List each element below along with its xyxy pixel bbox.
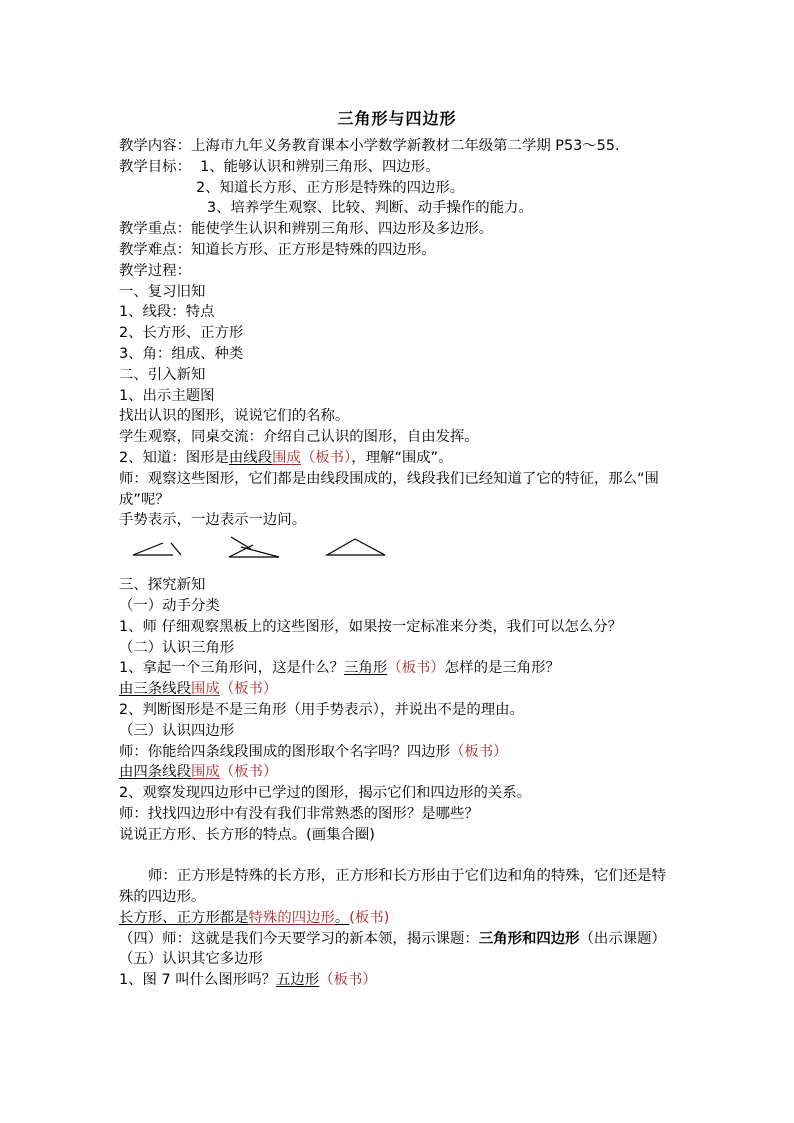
underlined-text: 五边形 (275, 972, 320, 989)
text: 1、图 7 叫什么图形吗？ (119, 972, 276, 989)
text: （四）师：这就是我们今天要学习的新本领，揭示课题： (119, 930, 479, 947)
line-teaching-goal-1: 教学目标： 1、能够认识和辨别三角形、四边形。 (119, 158, 440, 175)
section-review: 一、复习旧知 (119, 283, 206, 300)
underlined-text: 由四条线段 (119, 764, 191, 781)
highlight-text: 围成 (190, 764, 220, 781)
subsection-triangle: （二）认识三角形 (119, 639, 235, 656)
subsection-polygons: （五）认识其它多边形 (119, 951, 263, 968)
board-note: (板书) (349, 909, 390, 926)
crossed-lines-figure (229, 537, 279, 557)
line-special-quads (119, 908, 679, 929)
topic-title: 三角形和四边形 (478, 930, 580, 947)
triangle-figure (327, 539, 385, 555)
line-reveal-topic (119, 929, 679, 950)
subsection-classify: （一）动手分类 (119, 597, 220, 614)
document-title: 三角形与四边形 (337, 109, 457, 128)
line-triangle-1 (119, 658, 679, 679)
line-review-1: 1、线段：特点 (119, 304, 215, 321)
underlined-text: 三角形 (344, 660, 388, 677)
line-teacher-question: 师：观察这些图形，它们都是由线段围成的，线段我们已经知道了它的特征，那么“围成”呢？ (119, 470, 659, 508)
underlined-text: 由三条线段 (119, 681, 191, 698)
board-note: （板书） (300, 449, 352, 466)
line-quad-3: 2、观察发现四边形中已学过的图形，揭示它们和四边形的关系。 (119, 785, 532, 802)
underlined-text: 长方形、正方形都是 (119, 909, 249, 926)
line-teacher-explain: 师：正方形是特殊的长方形，正方形和长方形由于它们边和角的特殊，它们还是特殊的四边形。 (119, 868, 667, 906)
board-note: （板书） (387, 660, 445, 677)
line-polygons-1 (119, 970, 679, 991)
blank-line (119, 846, 679, 867)
section-explore: 三、探究新知 (119, 577, 206, 594)
document-body (119, 136, 679, 991)
highlight-text: 围成 (190, 681, 220, 698)
text: 怎样的是三角形？ (444, 660, 560, 677)
line-teaching-goal-2: 2、知道长方形、正方形是特殊的四边形。 (196, 179, 465, 196)
highlight-text: 特殊的四边形 (248, 909, 335, 926)
open-triangle-figure (133, 543, 181, 555)
board-note: （板书） (319, 972, 377, 989)
line-review-3: 3、角：组成、种类 (119, 345, 244, 362)
shapes-svg (119, 533, 679, 575)
line-triangle-3: 2、判断图形是不是三角形（用手势表示），并说出不是的理由。 (119, 701, 524, 718)
line-classify-1: 1、师 仔细观察黑板上的这些图形，如果按一定标准来分类，我们可以怎么分？ (119, 618, 623, 635)
underlined-text: 。 (334, 909, 350, 926)
shape-sketches (119, 533, 679, 575)
text: （出示课题） (579, 930, 666, 947)
line-intro-2: 找出认识的图形，说说它们的名称。 (119, 408, 350, 425)
line-teaching-process: 教学过程： (119, 262, 191, 279)
board-note: （板书） (219, 764, 278, 781)
line-triangle-2 (119, 679, 679, 700)
text: 2、知道：图形是 (119, 449, 229, 466)
text: 1、拿起一个三角形问，这是什么？ (119, 660, 345, 677)
line-intro-3: 学生观察，同桌交流：介绍自己认识的图形，自由发挥。 (119, 429, 479, 446)
highlight-text: 围成 (272, 449, 301, 466)
section-introduce: 二、引入新知 (119, 366, 206, 383)
line-quad-4: 师：找找四边形中有没有我们非常熟悉的图形？是哪些？ (119, 805, 479, 822)
line-review-2: 2、长方形、正方形 (119, 325, 244, 342)
line-teaching-focus: 教学重点：能使学生认识和辨别三角形、四边形及多边形。 (119, 221, 494, 238)
underlined-text: 由线段 (228, 449, 273, 466)
line-gesture: 手势表示，一边表示一边问。 (119, 512, 307, 529)
line-teaching-content: 教学内容：上海市九年义务教育课本小学数学新教材二年级第二学期 P53～55. (119, 138, 620, 154)
line-quad-1 (119, 742, 679, 763)
board-note: （板书） (219, 681, 278, 698)
line-intro-4 (119, 448, 679, 469)
text: ，理解“围成”。 (351, 449, 453, 466)
line-quad-2 (119, 762, 679, 783)
line-teaching-difficulty: 教学难点：知道长方形、正方形是特殊的四边形。 (119, 241, 436, 258)
board-note: （板书） (450, 743, 508, 760)
line-intro-1: 1、出示主题图 (119, 387, 215, 404)
line-quad-5: 说说正方形、长方形的特点。(画集合圈) (119, 826, 375, 843)
text: 师：你能给四条线段围成的图形取个名字吗？四边形 (119, 743, 450, 760)
subsection-quadrilateral: （三）认识四边形 (119, 722, 235, 739)
line-teaching-goal-3: 3、培养学生观察、比较、判断、动手操作的能力。 (207, 200, 533, 217)
